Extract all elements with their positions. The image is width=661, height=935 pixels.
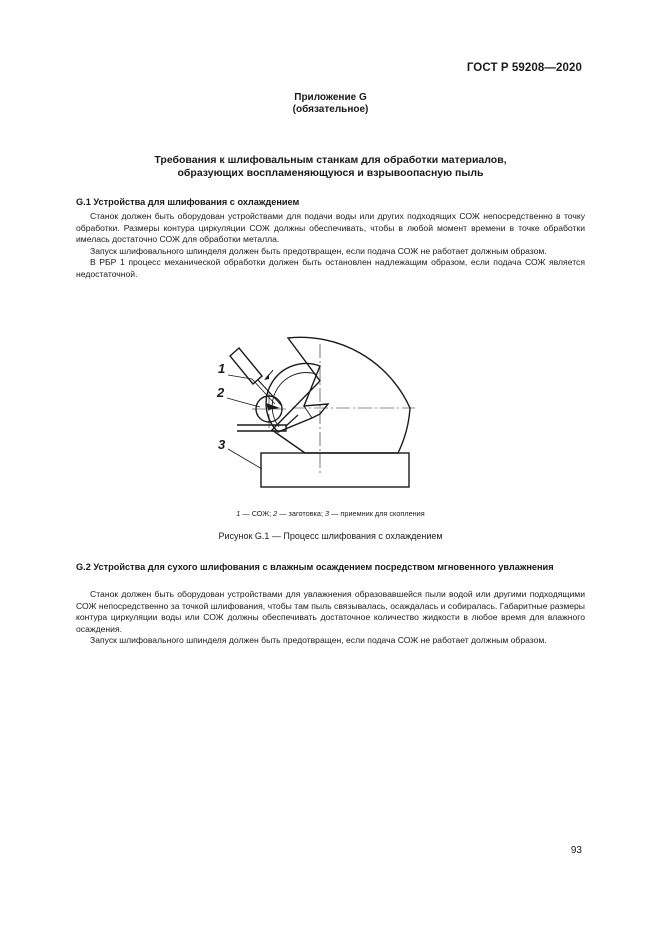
grinding-diagram [200, 318, 420, 492]
standard-code: ГОСТ Р 59208—2020 [466, 62, 582, 74]
page-number: 93 [570, 845, 582, 856]
section-g1-paragraph: В РБР 1 процесс механической обработки должен быть остановлен надлежащим образом, если подача СОЖ является недостаточной. [76, 257, 585, 279]
legend-num-1: 1 [236, 509, 241, 518]
annex-heading [0, 92, 661, 116]
figure-caption: Рисунок G.1 — Процесс шлифования с охлаждением [218, 531, 443, 541]
section-g2-paragraph: Станок должен быть оборудован устройствами для увлажнения образовавшейся пыли водой или другими подходящими СОЖ непосредственно за точкой шлифования, чтобы там пыль связывалась, осаждалась и собиралась. Габаритные размеры контура циркуляции воды или СОЖ должны обеспечивать достаточное количество жидкости в любое время для влажного осаждения. [76, 589, 585, 634]
annex-title: Приложение G [294, 92, 367, 103]
section-g1-body [76, 211, 585, 281]
callout-1: 1 [218, 361, 226, 376]
section-g1-heading: G.1 Устройства для шлифования с охлаждением [76, 197, 300, 207]
grinding-wheel [272, 337, 410, 453]
callout-2: 2 [217, 385, 225, 400]
legend-text-3: — приемник для скопления [329, 509, 425, 518]
section-g1-paragraph: Станок должен быть оборудован устройствами для подачи воды или других подходящих СОЖ непосредственно в точку обработки. Размеры контура циркуляции СОЖ должны обеспечивать, чтобы в любой момент времени в точке обработки имелась достаточно СОЖ для обработки металла. [76, 211, 585, 245]
dust-receiver [261, 453, 409, 487]
main-title-line-2: образующих воспламеняющуюся и взрывоопасную пыль [177, 167, 484, 179]
main-title-line-1: Требования к шлифовальным станкам для обработки материалов, [154, 154, 507, 166]
section-g2-paragraph: Запуск шлифовального шпинделя должен быть предотвращен, если подача СОЖ не работает должным образом. [90, 635, 547, 646]
legend-text-1: — СОЖ; [240, 509, 274, 518]
section-g2-body [76, 589, 585, 647]
figure-legend [76, 509, 585, 519]
legend-num-3: 3 [325, 509, 330, 518]
legend-num-2: 2 [273, 509, 278, 518]
main-title [0, 154, 661, 180]
annex-status: (обязательное) [292, 104, 369, 115]
section-g2-heading: G.2 Устройства для сухого шлифования с влажным осаждением посредством мгновенного увлажнения [76, 562, 554, 572]
legend-text-2: — заготовка; [277, 509, 326, 518]
section-g1-paragraph: Запуск шлифовального шпинделя должен быть предотвращен, если подача СОЖ не работает должным образом. [90, 245, 547, 256]
callout-3: 3 [218, 437, 226, 452]
